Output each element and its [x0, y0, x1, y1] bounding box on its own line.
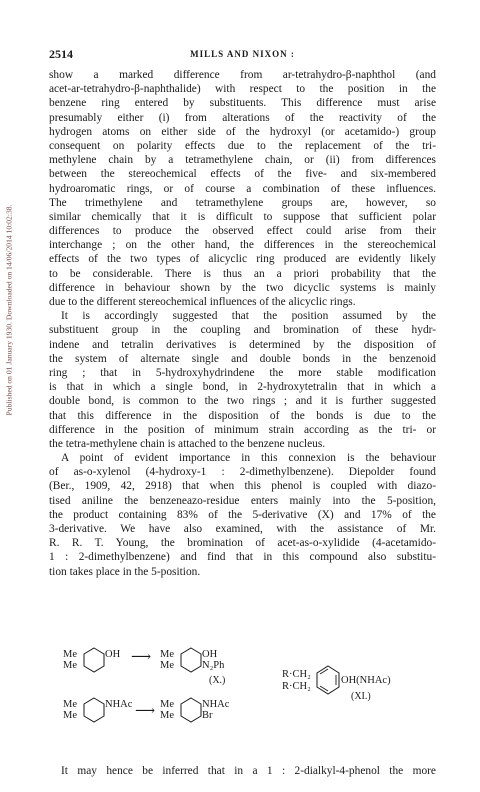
text-line: tion takes place in the 5-position. — [49, 565, 201, 578]
text-line: The trimethylene and tetramethylene groups are, however, so — [49, 196, 436, 209]
text-line: double bond, is common to the two rings ; and it is further suggested — [49, 395, 436, 408]
page-number: 2514 — [49, 47, 73, 61]
hydroxyl-label: OH — [202, 649, 218, 660]
text-line: the product containing 83% of the 5-derivative (X) and 17% of the — [49, 508, 436, 521]
hydroxyl-acetamido-label: OH(NHAc) — [341, 675, 391, 686]
hydroxyl-label: OH — [105, 649, 121, 660]
text-line: benzene ring entered by substituents. This difference must arise — [49, 97, 436, 110]
text-line: ring ; that in 5-hydroxyhydrindene the more stable modification — [49, 366, 436, 379]
text-line: difference in behaviour shown by the two dicyclic systems is mainly — [49, 281, 436, 294]
text-line: due to the different stereochemical influences of the alicyclic rings. — [49, 296, 356, 308]
text-line: is that in which a single bond, in 2-hydroxytetralin that in which a — [49, 381, 436, 394]
reaction-arrow-icon: ⟶ — [131, 650, 152, 665]
structural-formulas — [49, 647, 436, 747]
methyl-label: Me — [63, 660, 77, 671]
text-line: presumably either (i) from alterations of the reactivity of the — [49, 111, 436, 124]
benzene-ring-icon — [180, 697, 202, 723]
methyl-label: Me — [63, 710, 77, 721]
body-text — [49, 68, 436, 579]
text-line: effects of the two types of alicyclic ring produced are evidently likely — [49, 253, 436, 266]
text-line: (Ber., 1909, 42, 2918) that when this phenol is coupled with diazo- — [49, 480, 436, 493]
text-line: of as-o-xylenol (4-hydroxy-1 : 2-dimethylbenzene). Diepolder found — [49, 466, 436, 479]
methyl-label: Me — [63, 649, 77, 660]
text-line: difference in the position of minimum strain according as the tri- or — [49, 423, 436, 436]
text-line: It is accordingly suggested that the position assumed by the — [61, 310, 436, 323]
compound-label-xi: (XI.) — [351, 691, 371, 702]
phenylazo-label: N₂Ph — [202, 660, 225, 671]
benzene-ring-icon — [83, 647, 105, 673]
text-line: consequent on polarity effects due to the replacement of the tri- — [49, 139, 436, 152]
text-line: interchange ; on the other hand, the differences in the stereochemical — [49, 239, 436, 252]
benzene-ring-icon — [83, 697, 105, 723]
methyl-label: Me — [160, 699, 174, 710]
methyl-label: Me — [160, 710, 174, 721]
alkyl-chain-label: R·CH₂ — [282, 669, 311, 680]
methyl-label: Me — [63, 699, 77, 710]
reaction-arrow-icon: ⟶ — [135, 704, 156, 719]
text-line: 1 : 2-dimethylbenzene) and find that in this compound also substitu- — [49, 551, 436, 564]
compound-label-x: (X.) — [209, 675, 226, 686]
benzene-ring-icon — [316, 665, 340, 695]
closing-text — [49, 764, 436, 778]
text-line: differences to produce the observed effect could arise from their — [49, 225, 436, 238]
text-line: that this difference in the disposition of the bonds is due to the — [49, 409, 436, 422]
methyl-label: Me — [160, 660, 174, 671]
text-line: acet-ar-tetrahydro-β-naphthalide) with respect to the position in the — [49, 83, 436, 96]
text-line: hydroaromatic rings, or of course a combination of these influences. — [49, 182, 436, 195]
bromo-label: Br — [202, 710, 213, 721]
running-title: MILLS AND NIXON : — [190, 49, 295, 59]
text-line: show a marked difference from ar-tetrahydro-β-naphthol (and — [49, 69, 436, 81]
text-line: to be considerable. There is thus an a priori probability that the — [49, 267, 436, 280]
page-header — [49, 47, 436, 61]
text-line: A point of evident importance in this connexion is the behaviour — [61, 452, 436, 465]
text-line: the tetra-methylene chain is attached to the benzene nucleus. — [49, 437, 326, 450]
text-line: 3-derivative. We have also examined, with the assistance of Mr. — [49, 523, 436, 535]
benzene-ring-icon — [180, 647, 202, 673]
acetamido-label: NHAc — [105, 699, 133, 710]
text-line: similar chemically that it is difficult to suppose that sufficient polar — [49, 210, 436, 223]
text-line: tised aniline the benzeneazo-residue enters mainly into the 5-position, — [49, 494, 436, 507]
methyl-label: Me — [160, 649, 174, 660]
download-watermark — [2, 150, 16, 470]
text-line: substituent group in the coupling and bromination of these hydr- — [49, 324, 436, 337]
text-line: between the stereochemical effects of the five- and six-membered — [49, 168, 436, 181]
acetamido-label: NHAc — [202, 699, 230, 710]
text-line: the system of alternate single and double bonds in the benzenoid — [49, 352, 436, 365]
alkyl-chain-label: R·CH₂ — [282, 681, 311, 692]
text-line: It may hence be inferred that in a 1 : 2-dialkyl-4-phenol the more — [61, 765, 436, 777]
text-line: methylene chain by a tetramethylene chain, or (ii) from differences — [49, 154, 436, 167]
text-line: indene and tetralin derivatives is determined by the disposition of — [49, 338, 436, 351]
text-line: R. R. T. Young, the bromination of acet-as-o-xylidide (4-acetamido- — [49, 537, 436, 550]
text-line: hydrogen atoms on either side of the hydroxyl (or acetamido-) group — [49, 125, 436, 138]
download-note: Published on 01 January 1930. Downloaded on 14/06/2014 10:02:38. — [4, 204, 14, 416]
